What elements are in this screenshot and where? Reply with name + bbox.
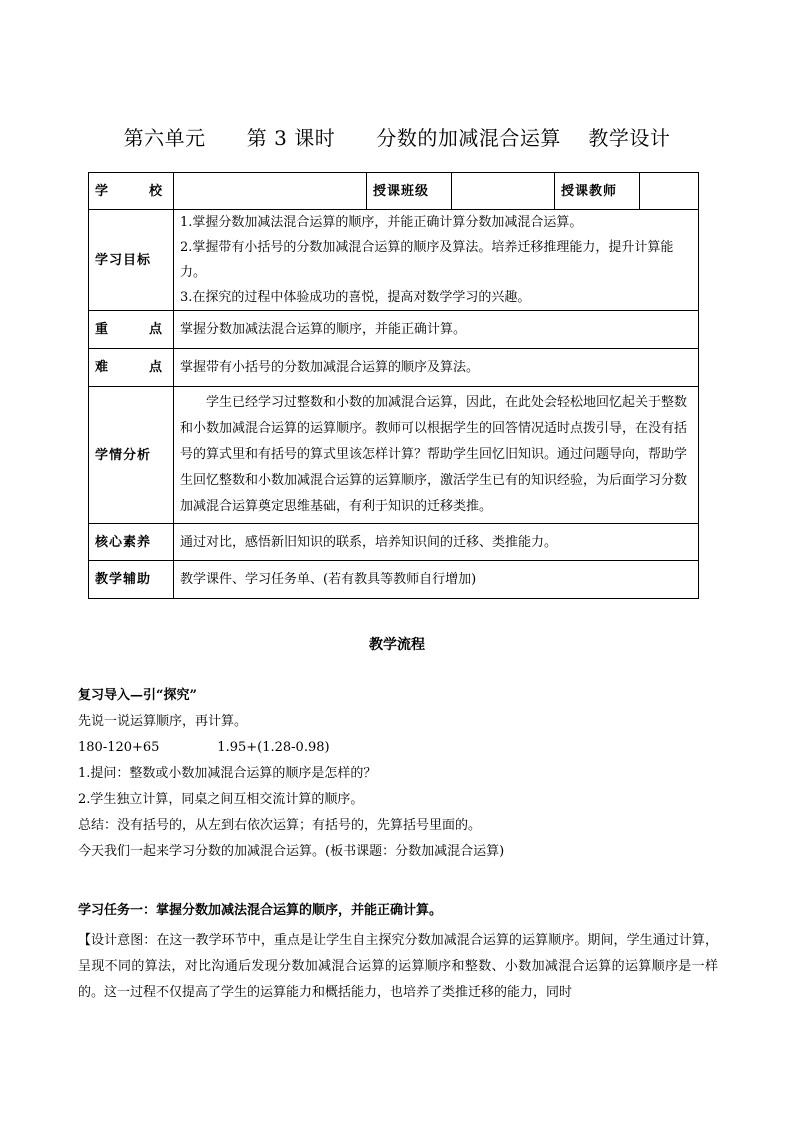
aids-label: 教学辅助 — [89, 561, 174, 599]
lesson-info-table — [88, 172, 699, 599]
analysis-cell: 学生已经学习过整数和小数的加减混合运算，因此，在此处会轻松地回忆起关于整数和小数加减混合运算的运算顺序。教师可以根据学生的回答情况适时点拨引导，在没有括号的算式里和有括号的算式里该怎样计算？帮助学生回忆旧知识。通过问题导向，帮助学生回忆整数和小数加减混合运算的运算顺序，激活学生已有的知识经验，为后面学习分数加减混合运算奠定思维基础，有利于知识的迁移类推。 — [174, 387, 699, 524]
page-title: 第六单元 第 3 课时 分数的加减混合运算 教学设计 — [123, 126, 671, 150]
flow-title: 教学流程 — [369, 637, 425, 653]
table-row — [89, 524, 699, 561]
teacher-value[interactable] — [640, 173, 699, 210]
review-line: 总结：没有括号的，从左到右依次运算；有括号的，先算括号里面的。 — [78, 818, 482, 833]
table-row — [89, 561, 699, 599]
class-label: 授课班级 — [367, 173, 452, 210]
goal-item: 3.在探究的过程中体验成功的喜悦，提高对数学学习的兴趣。 — [180, 290, 531, 305]
teacher-label: 授课教师 — [555, 173, 640, 210]
review-line: 先说一说运算顺序，再计算。 — [78, 714, 248, 729]
school-value[interactable] — [174, 173, 367, 210]
difficulty-label — [89, 349, 174, 387]
design-text: 在这一教学环节中，重点是让学生自主探究分数加减混合运算的运算顺序。期间，学生通过计算，呈现不同的算法，对比沟通后发现分数加减混合运算的运算顺序和整数、小数加减混合运算的运算顺序是一样的。这一过程不仅提高了学生的运算能力和概括能力，也培养了类推迁移的能力，同时 — [78, 933, 718, 1000]
task1-heading-block — [78, 898, 718, 924]
design-prefix: 【设计意图： — [78, 933, 157, 948]
goals-label: 学习目标 — [89, 210, 174, 311]
table-row — [89, 210, 699, 311]
table-row — [89, 173, 699, 210]
review-line: 180-120+65 1.95+(1.28-0.98) — [78, 740, 330, 755]
review-line: 2.学生独立计算，同桌之间互相交流计算的顺序。 — [78, 792, 364, 807]
review-section — [78, 683, 718, 865]
class-value[interactable] — [452, 173, 555, 210]
task1-heading: 学习任务一：掌握分数加减法混合运算的顺序，并能正确计算。 — [78, 903, 443, 918]
key-label-b: 点 — [148, 322, 163, 337]
diff-label-b: 点 — [148, 360, 163, 375]
diff-label-a: 难 — [95, 360, 110, 375]
key-label-a: 重 — [95, 322, 110, 337]
core-cell: 通过对比，感悟新旧知识的联系，培养知识间的迁移、类推能力。 — [174, 524, 699, 561]
difficulty-cell: 掌握带有小括号的分数加减混合运算的顺序及算法。 — [174, 349, 699, 387]
table-row — [89, 387, 699, 524]
table-row — [89, 311, 699, 349]
goal-item: 2.掌握带有小括号的分数加减混合运算的顺序及算法。培养迁移推理能力，提升计算能力。 — [180, 240, 674, 280]
school-label-b: 校 — [148, 183, 163, 199]
key-point-label — [89, 311, 174, 349]
table-row — [89, 349, 699, 387]
goal-item: 1.掌握分数加减法混合运算的顺序，并能正确计算分数加减混合运算。 — [180, 215, 583, 230]
design-intent — [78, 928, 718, 1006]
school-label — [89, 173, 174, 210]
goals-cell — [174, 210, 699, 311]
analysis-label: 学情分析 — [89, 387, 174, 524]
key-point-cell: 掌握分数加减法混合运算的顺序，并能正确计算。 — [174, 311, 699, 349]
aids-cell: 教学课件、学习任务单、(若有教具等教师自行增加) — [174, 561, 699, 599]
school-label-a: 学 — [95, 183, 110, 199]
core-label: 核心素养 — [89, 524, 174, 561]
review-line: 今天我们一起来学习分数的加减混合运算。(板书课题：分数加减混合运算) — [78, 844, 505, 859]
review-heading: 复习导入—引“探究” — [78, 688, 197, 703]
review-line: 1.提问：整数或小数加减混合运算的顺序是怎样的？ — [78, 766, 377, 781]
